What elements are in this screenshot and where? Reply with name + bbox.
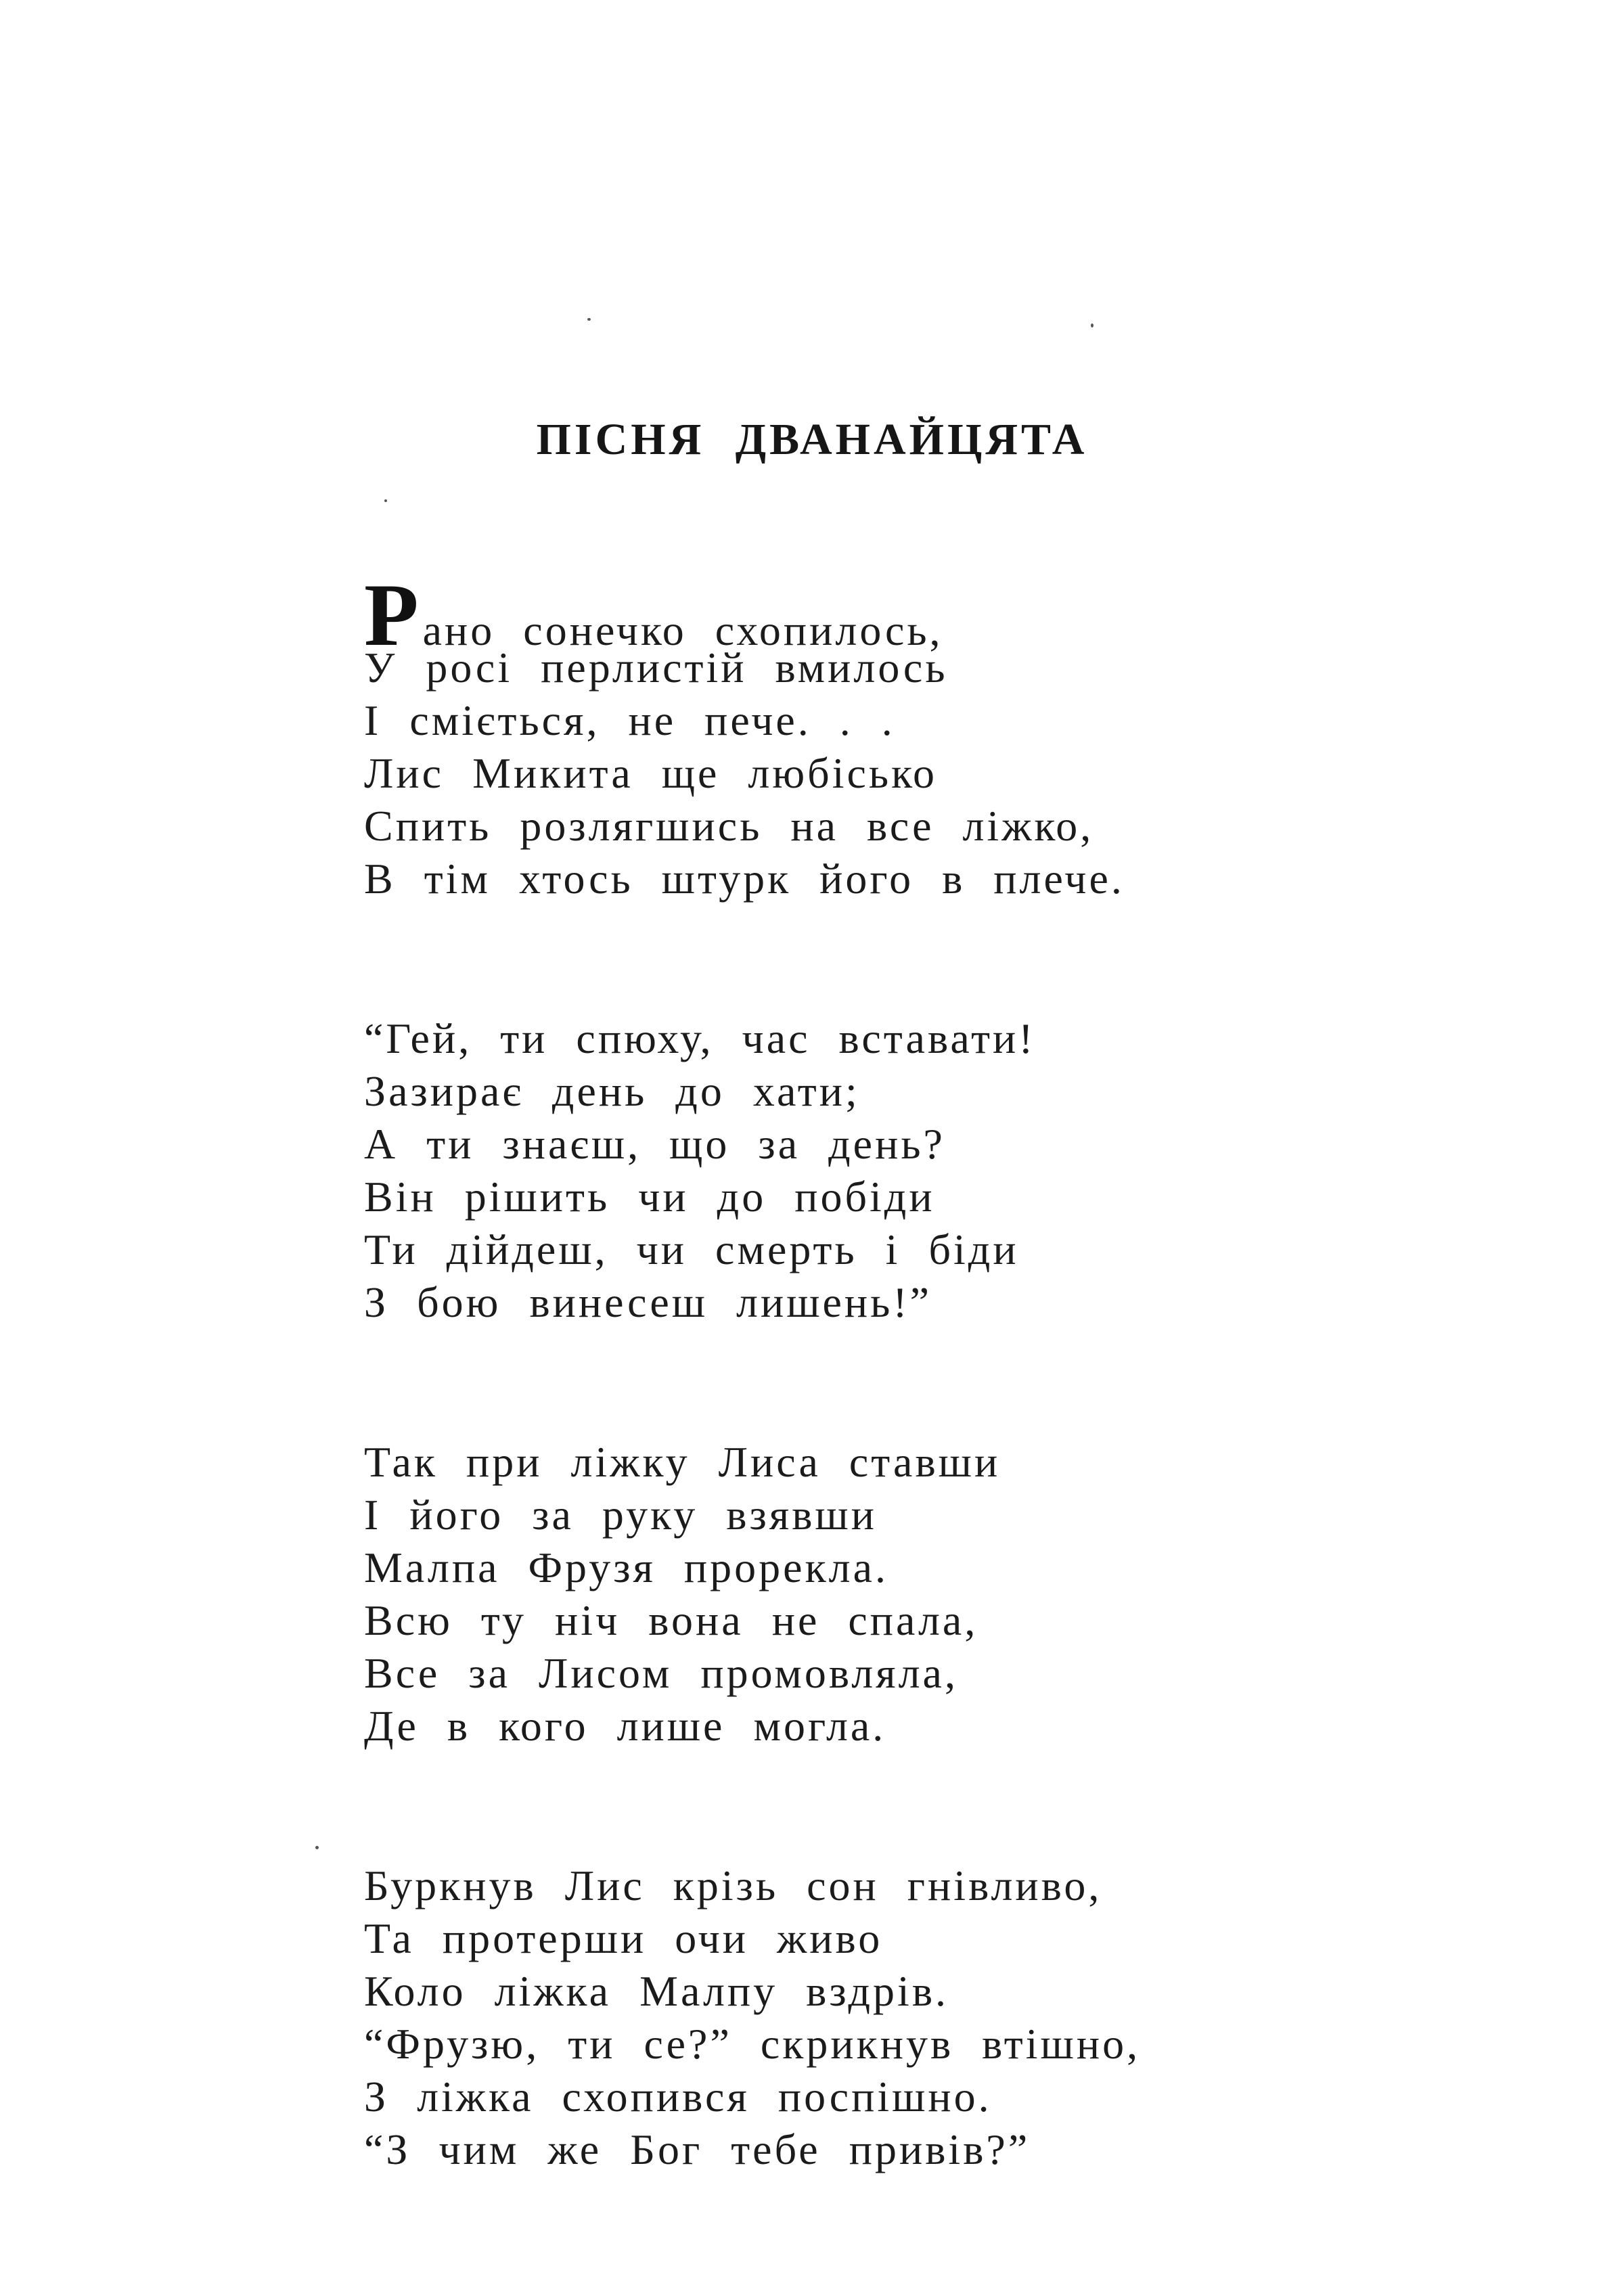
- poem-line: Коло ліжка Малпу вздрів.: [364, 1967, 949, 2015]
- poem-line: Він рішить чи до побіди: [364, 1173, 935, 1221]
- poem-line-text: ано сонечко схопилось,: [422, 606, 943, 654]
- poem-line: Ти дійдеш, чи смерть і біди: [364, 1225, 1019, 1273]
- poem: [364, 565, 1514, 2283]
- print-speck: [384, 499, 387, 502]
- poem-line: З ліжка схопився поспішно.: [364, 2073, 992, 2121]
- print-speck: [315, 1846, 319, 1849]
- stanza-1: [364, 565, 1514, 905]
- poem-line: І його за руку взявши: [364, 1491, 877, 1539]
- stanza-3: [364, 1436, 1514, 1753]
- poem-line: Так при ліжку Лиса ставши: [364, 1438, 1001, 1486]
- poem-line: “З чим же Бог тебе привів?”: [364, 2125, 1031, 2173]
- poem-line: Всю ту ніч вона не спала,: [364, 1596, 978, 1644]
- poem-line: “Гей, ти спюху, час вставати!: [364, 1014, 1036, 1062]
- print-speck: [587, 318, 591, 321]
- poem-line: “Фрузю, ти се?” скрикнув втішно,: [364, 2020, 1141, 2068]
- drop-cap: Р: [364, 565, 419, 664]
- poem-line: Спить розлягшись на все ліжко,: [364, 802, 1094, 850]
- poem-line: Та протерши очи живо: [364, 1914, 883, 1962]
- poem-line: У росі перлистій вмилось: [364, 643, 948, 692]
- poem-line: Зазирає день до хати;: [364, 1067, 860, 1115]
- stanza-4: [364, 1859, 1514, 2176]
- poem-line: Де в кого лише могла.: [364, 1702, 886, 1750]
- stanza-2: [364, 1012, 1514, 1329]
- poem-line: Буркнув Лис крізь сон гнівливо,: [364, 1861, 1102, 1909]
- song-title: ПІСНЯ ДВАНАЙЦЯТА: [536, 415, 1088, 464]
- poem-line: З бою винесеш лишень!”: [364, 1278, 932, 1326]
- poem-line: А ти знаєш, що за день?: [364, 1120, 945, 1168]
- poem-line: І сміється, не пече. . .: [364, 696, 895, 744]
- poem-line: [364, 565, 1514, 664]
- poem-line: Все за Лисом промовляла,: [364, 1649, 958, 1697]
- poem-line: В тім хтось штурк його в плече.: [364, 855, 1125, 903]
- print-speck: [1091, 323, 1093, 327]
- poem-line: Малпа Фрузя прорекла.: [364, 1543, 888, 1591]
- poem-line: Лис Микита ще любісько: [364, 749, 937, 797]
